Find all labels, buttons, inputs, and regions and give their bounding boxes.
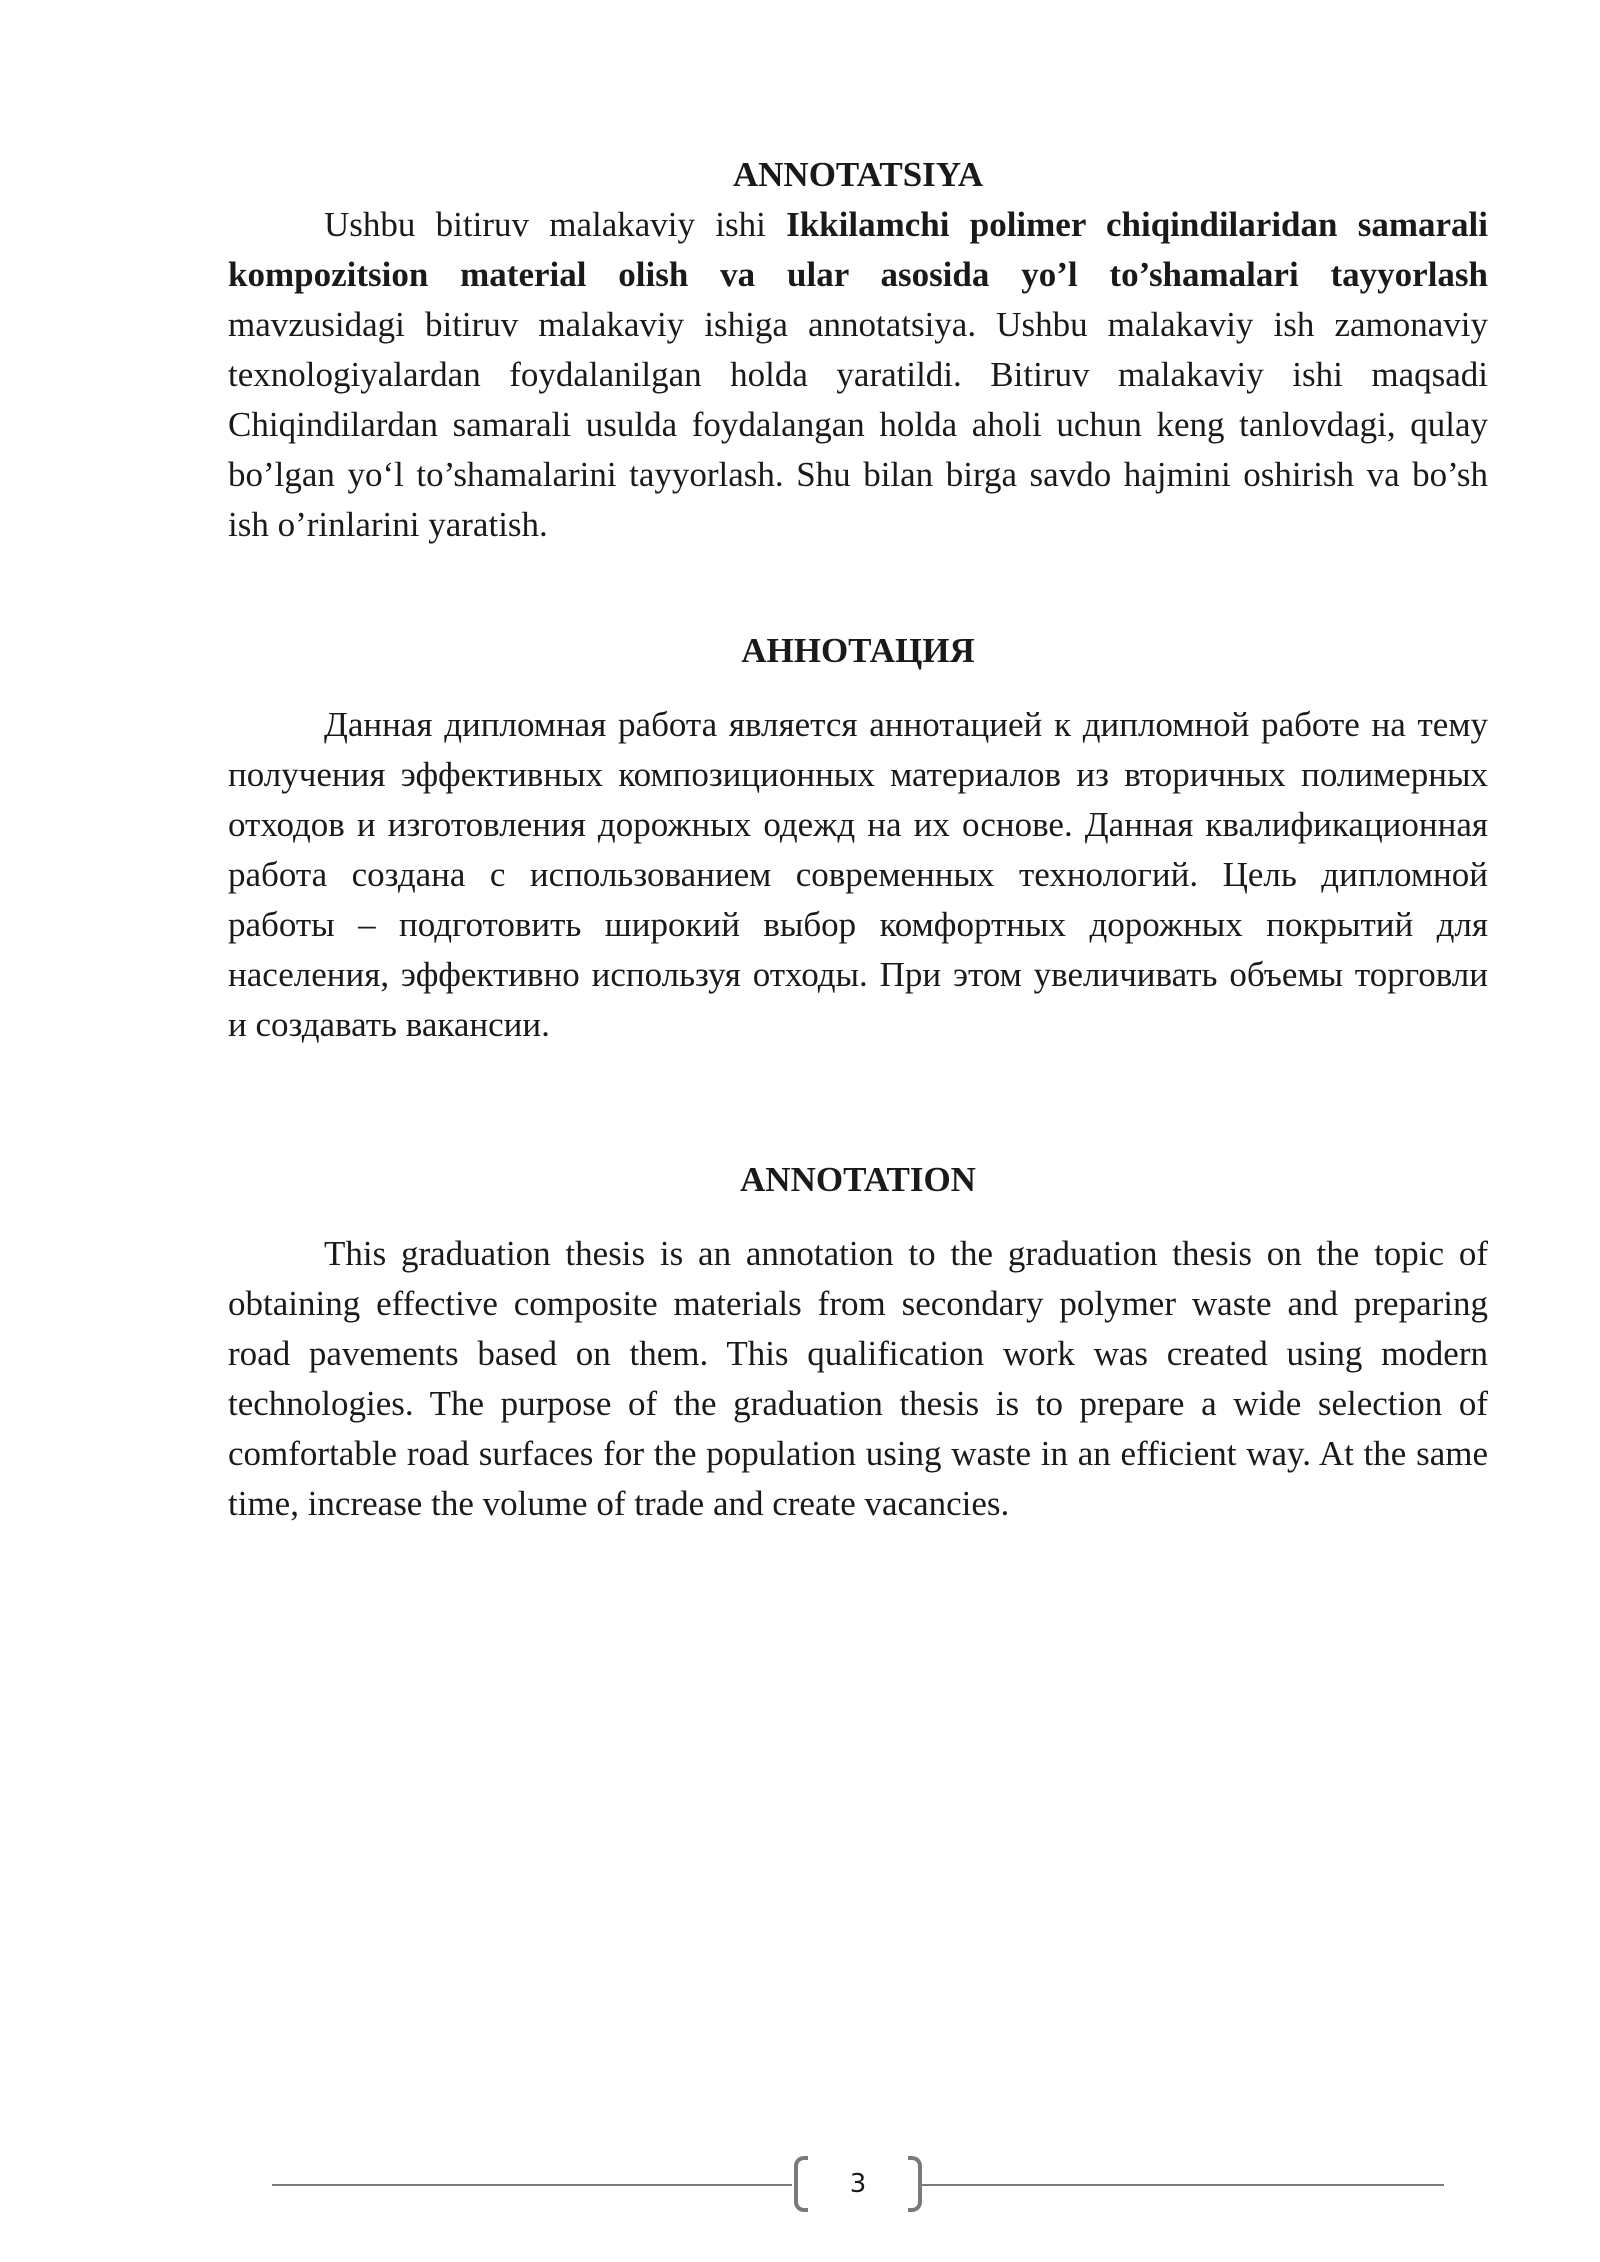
right-bracket-icon	[908, 2156, 922, 2212]
russian-heading: АННОТАЦИЯ	[741, 631, 975, 670]
uzbek-para-title: Ikkilamchi polimer chiqindilaridan samarali kompozitsion material olish va ular asosida yo’l to’shamalari tayyorlash	[228, 205, 1488, 294]
footer-rule-right	[922, 2184, 1444, 2186]
russian-paragraph: Данная дипломная работа является аннотацией к дипломной работе на тему получения эффективных композиционных материалов из вторичных полимерных отходов и изготовления дорожных одежд на их основе. Данная квалификационная работа создана с использованием современных технологий. Цель дипломной работы – подготовить широкий выбор комфортных дорожных покрытий для населения, эффективно используя отходы. При этом увеличивать объемы торговли и создавать вакансии.	[228, 705, 1488, 1044]
uzbek-annotation-section	[228, 150, 1488, 550]
english-annotation-section	[228, 1155, 1488, 1529]
uzbek-para-rest: mavzusidagi bitiruv malakaviy ishiga annotatsiya. Ushbu malakaviy ish zamonaviy texnologiyalardan foydalanilgan holda yaratildi. Bitiruv malakaviy ishi maqsadi Chiqindilardan samarali usulda foydalangan holda aholi uchun keng tanlovdagi, qulay bo’lgan yoʻl to’shamalarini tayyorlash. Shu bilan birga savdo hajmini oshirish va bo’sh ish o’rinlarini yaratish.	[228, 305, 1488, 544]
english-paragraph: This graduation thesis is an annotation to the graduation thesis on the topic of obtaining effective composite materials from secondary polymer waste and preparing road pavements based on them. This qualification work was created using modern technologies. The purpose of the graduation thesis is to prepare a wide selection of comfortable road surfaces for the population using waste in an efficient way. At the same time, increase the volume of trade and create vacancies.	[228, 1234, 1488, 1523]
uzbek-heading: ANNOTATSIYA	[732, 155, 984, 194]
uzbek-para-start: Ushbu bitiruv malakaviy ishi	[324, 205, 787, 244]
uzbek-paragraph	[228, 200, 1488, 550]
russian-annotation-section	[228, 626, 1488, 1050]
left-bracket-icon	[794, 2156, 808, 2212]
footer-rule-left	[272, 2184, 792, 2186]
english-heading: ANNOTATION	[740, 1160, 976, 1199]
page-footer	[272, 2150, 1444, 2220]
page-number: 3	[849, 2169, 867, 2199]
